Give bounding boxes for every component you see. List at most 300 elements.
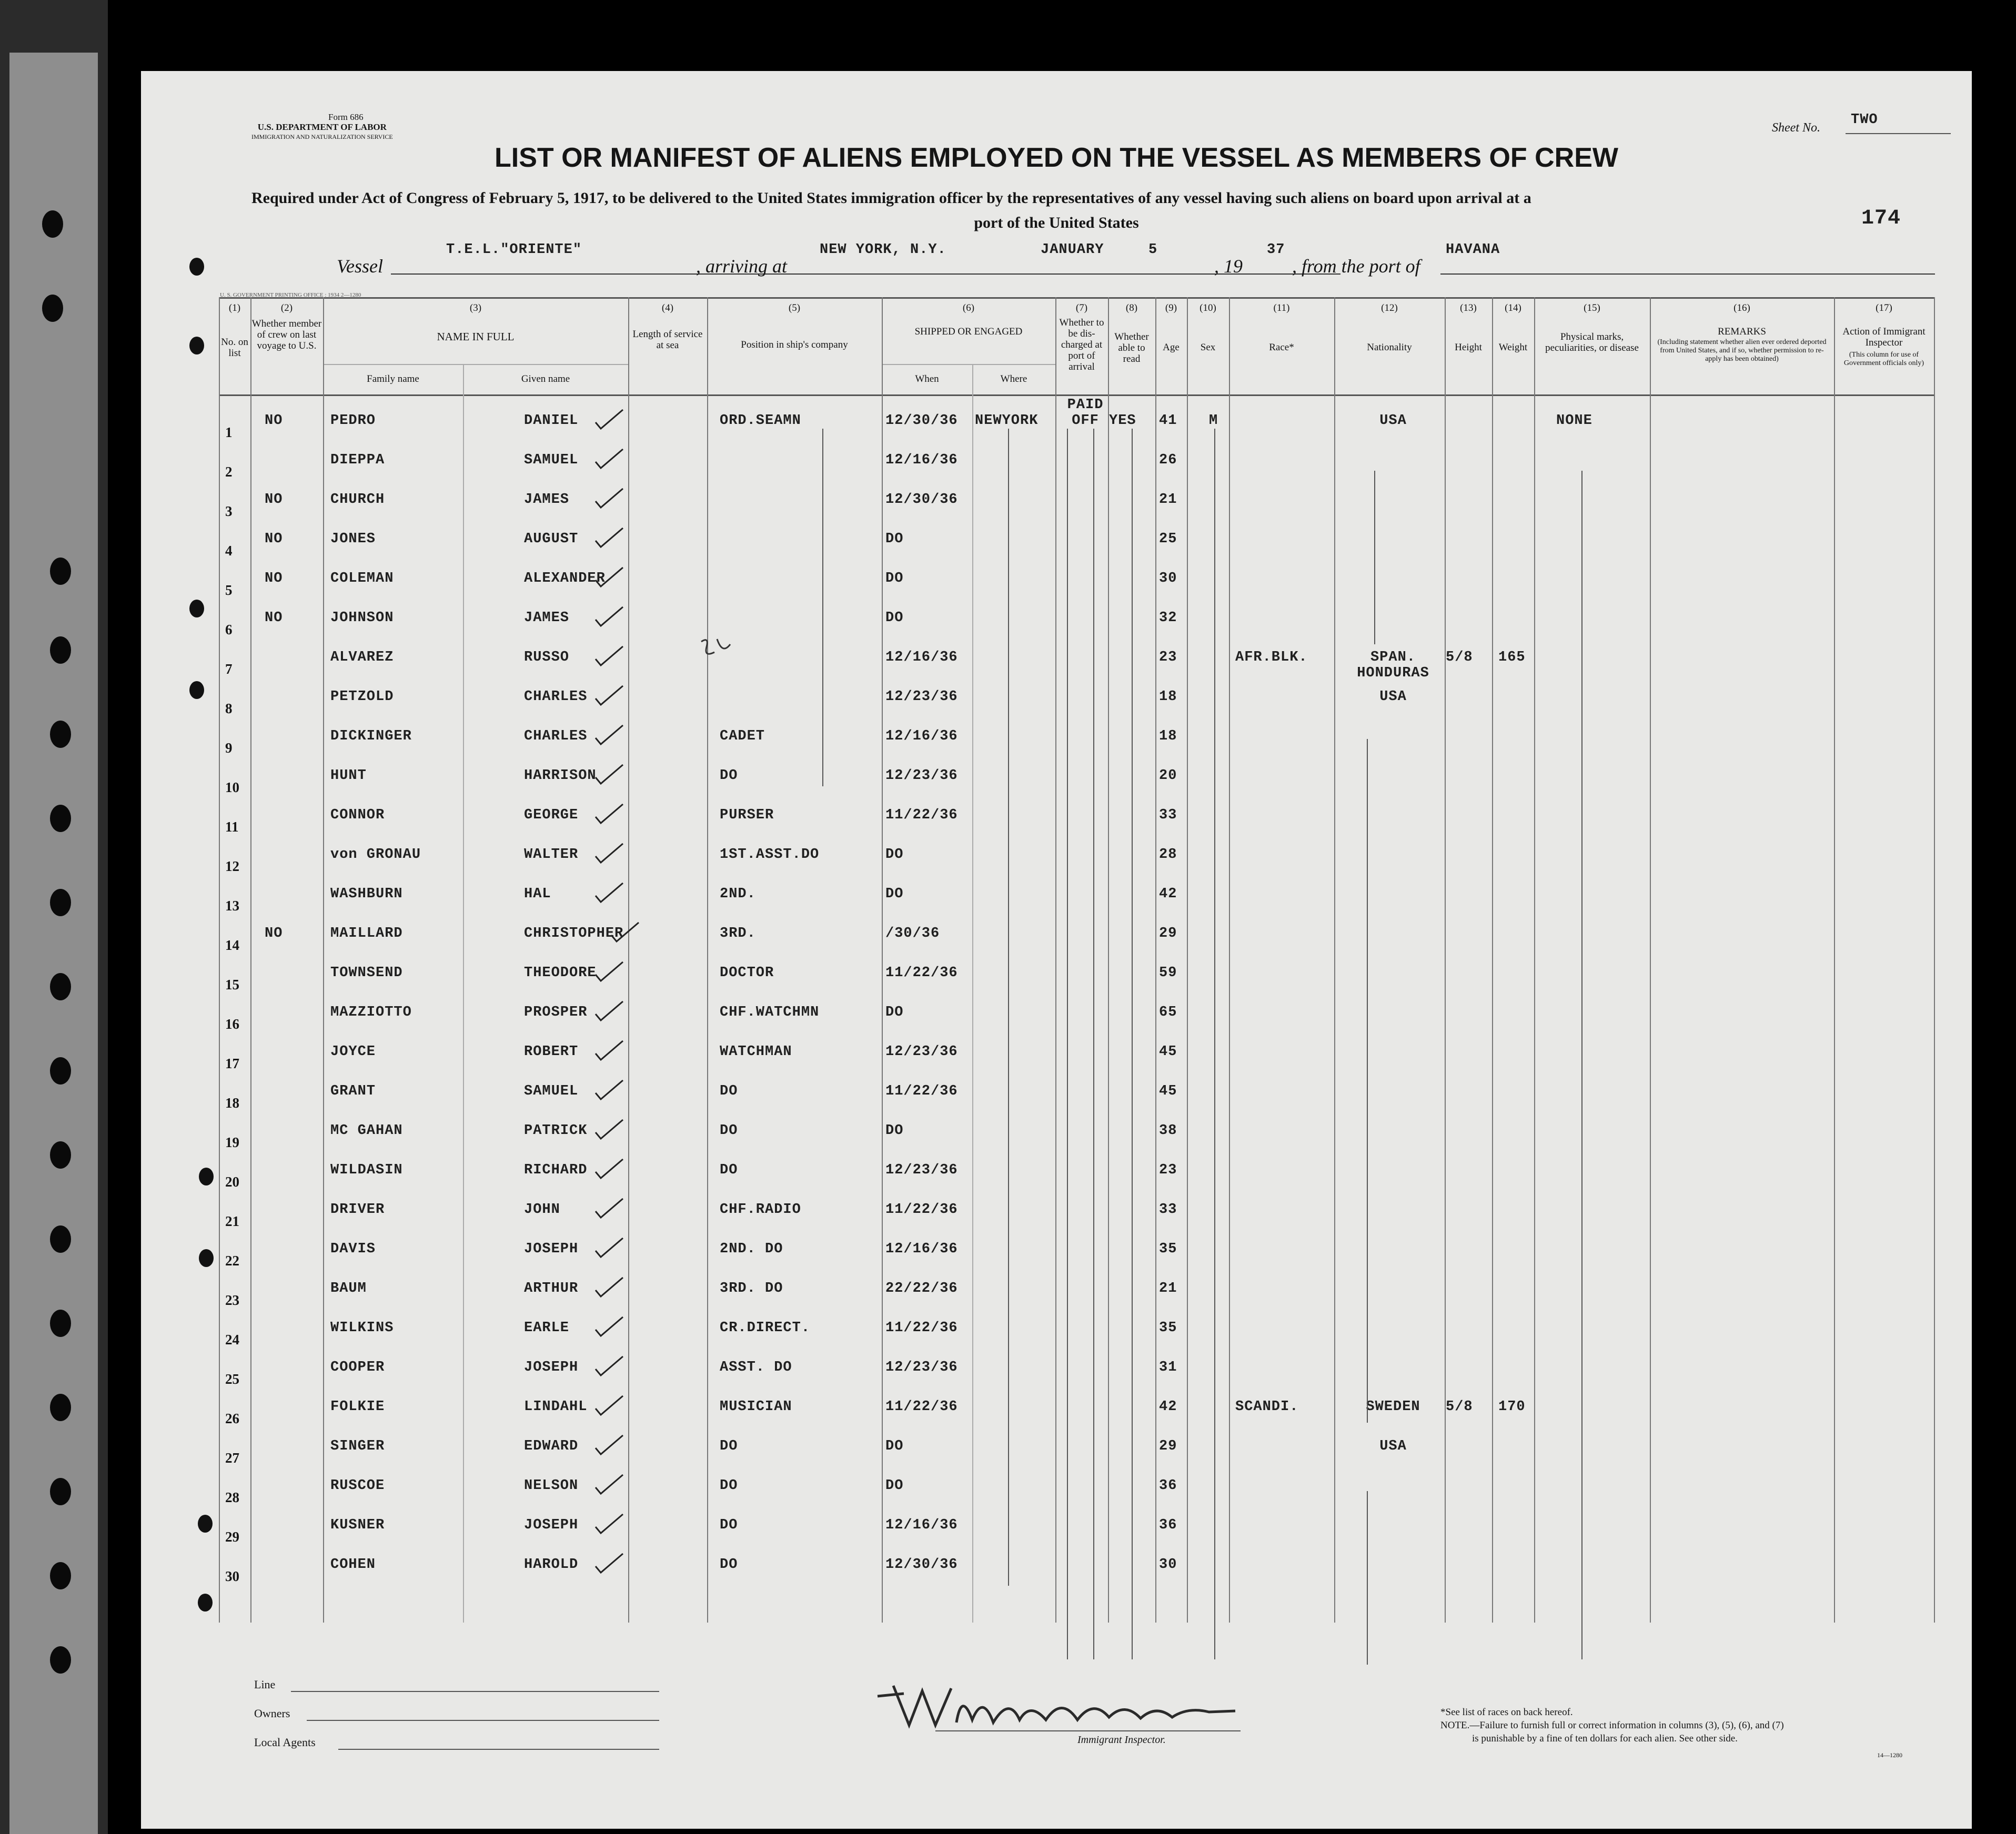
position-cell: DO — [720, 1083, 738, 1099]
member-last-voyage-cell: NO — [265, 610, 283, 626]
age-cell: 21 — [1159, 492, 1177, 508]
given-name-cell: ALEXANDER — [524, 571, 606, 586]
shipped-when-cell: DO — [885, 1438, 904, 1454]
position-cell: ASST. DO — [720, 1360, 792, 1375]
header-remarks-note: (Including statement whether alien ever ordered deported from United States, and if so, whether permission to re-apply has been obtained) — [1657, 338, 1827, 363]
given-name-cell: RUSSO — [524, 650, 570, 665]
nationality-cell: SWEDEN — [1366, 1399, 1420, 1415]
header-action: Action of Immigrant Inspector — [1842, 326, 1926, 348]
position-cell: 2ND. DO — [720, 1241, 783, 1257]
ditto-line — [1214, 429, 1215, 1659]
ditto-line — [1008, 429, 1009, 1586]
col-number: (12) — [1381, 302, 1398, 313]
note-races: *See list of races on back hereof. — [1440, 1707, 1573, 1718]
position-cell: 1ST.ASST.DO — [720, 847, 820, 863]
shipped-when-cell: 12/23/36 — [885, 1162, 958, 1178]
family-name-cell: DAVIS — [330, 1241, 376, 1257]
ditto-line — [1067, 429, 1068, 1659]
row-number: 21 — [225, 1213, 239, 1229]
col-rule — [1492, 297, 1493, 1623]
row-number: 25 — [225, 1371, 239, 1387]
nationality-cell: SPAN. HONDURAS — [1357, 650, 1429, 681]
row-number: 3 — [225, 503, 233, 519]
col-number: (9) — [1165, 302, 1177, 313]
arriving-label: , arriving at — [696, 256, 788, 277]
department-label: U.S. DEPARTMENT OF LABOR — [257, 122, 387, 132]
age-cell: 41 — [1159, 413, 1177, 429]
given-name-cell: RICHARD — [524, 1162, 588, 1178]
check-mark-icon — [593, 487, 624, 510]
given-name-cell: SAMUEL — [524, 1083, 579, 1099]
age-cell: 29 — [1159, 926, 1177, 941]
header-bottom-rule — [219, 394, 1934, 396]
header-family-name: Family name — [367, 373, 419, 384]
check-mark-icon — [593, 1552, 624, 1575]
header-no-on-list: No. on list — [221, 337, 248, 359]
given-name-cell: GEORGE — [524, 807, 579, 823]
sheet-hole — [198, 1515, 213, 1533]
sheet-hole — [199, 1168, 214, 1185]
check-mark-icon — [593, 644, 624, 667]
header-given-name: Given name — [521, 373, 570, 384]
age-cell: 33 — [1159, 807, 1177, 823]
ditto-line — [1367, 739, 1368, 1423]
vessel-label: Vessel — [337, 256, 383, 277]
row-number: 20 — [225, 1174, 239, 1190]
age-cell: 30 — [1159, 1557, 1177, 1573]
header-length-service: Length of service at sea — [632, 329, 703, 351]
col-rule — [1934, 297, 1935, 1623]
punch-hole — [50, 1562, 71, 1589]
given-name-cell: EDWARD — [524, 1438, 579, 1454]
col-rule — [1445, 297, 1446, 1623]
age-cell: 30 — [1159, 571, 1177, 586]
header-race: Race* — [1269, 342, 1294, 353]
row-number: 6 — [225, 622, 233, 637]
given-name-cell: HAROLD — [524, 1557, 579, 1573]
position-cell: DO — [720, 1438, 738, 1454]
col-rule — [1650, 297, 1651, 1623]
col-number: (8) — [1125, 302, 1138, 313]
given-name-cell: HARRISON — [524, 768, 597, 784]
col-number: (11) — [1273, 302, 1290, 313]
col-number: (16) — [1733, 302, 1750, 313]
member-last-voyage-cell: NO — [265, 413, 283, 429]
col-number: (7) — [1075, 302, 1088, 313]
manifest-sheet — [141, 71, 1972, 1829]
age-cell: 23 — [1159, 650, 1177, 665]
agents-rule — [338, 1749, 659, 1750]
header-remarks: REMARKS — [1718, 326, 1766, 337]
shipped-when-cell: 12/30/36 — [885, 492, 958, 508]
header-discharged: Whether to be dis-charged at port of arrival — [1059, 317, 1104, 372]
owners-label: Owners — [254, 1707, 290, 1720]
check-mark-icon — [593, 881, 624, 904]
note-line-2: is punishable by a fine of ten dollars for each alien. See other side. — [1472, 1733, 1738, 1744]
position-cell: PURSER — [720, 807, 774, 823]
punch-hole — [50, 721, 71, 748]
row-number: 27 — [225, 1450, 239, 1466]
inspector-signature — [872, 1675, 1251, 1738]
shipped-when-cell: 11/22/36 — [885, 1399, 958, 1415]
header-physical: Physical marks, peculiarities, or disease — [1545, 331, 1639, 353]
ditto-line — [1374, 471, 1375, 644]
age-cell: 59 — [1159, 965, 1177, 981]
row-number: 9 — [225, 740, 233, 756]
given-name-cell: JOSEPH — [524, 1241, 579, 1257]
family-name-cell: RUSCOE — [330, 1478, 385, 1494]
family-name-cell: JOYCE — [330, 1044, 376, 1060]
page-number: 174 — [1861, 207, 1901, 230]
check-mark-icon — [593, 1118, 624, 1141]
check-mark-icon — [593, 1512, 624, 1535]
header-action-note: (This column for use of Government officials only) — [1843, 351, 1924, 367]
age-cell: 36 — [1159, 1478, 1177, 1494]
check-mark-icon — [593, 1315, 624, 1338]
ditto-line — [822, 429, 823, 786]
shipped-when-cell: 12/23/36 — [885, 689, 958, 705]
col-rule — [1108, 297, 1109, 1623]
shipped-when-cell: 12/16/36 — [885, 1241, 958, 1257]
handwritten-note — [699, 634, 735, 671]
shipped-when-cell: DO — [885, 1478, 904, 1494]
shipped-when-cell: 12/30/36 — [885, 1557, 958, 1573]
punch-hole — [50, 558, 71, 585]
position-cell: DO — [720, 1557, 738, 1573]
header-where: Where — [1000, 373, 1027, 384]
given-name-cell: CHRISTOPHER — [524, 926, 624, 941]
family-name-cell: WILDASIN — [330, 1162, 403, 1178]
ditto-line — [1581, 471, 1582, 1659]
col-rule — [1055, 297, 1056, 1623]
position-cell: ORD.SEAMN — [720, 413, 801, 429]
nationality-cell: USA — [1379, 413, 1407, 429]
sheet-hole — [189, 600, 204, 617]
weight-cell: 165 — [1498, 650, 1526, 665]
family-name-cell: KUSNER — [330, 1517, 385, 1533]
family-name-cell: TOWNSEND — [330, 965, 403, 981]
header-member-last-voyage: Whether member of crew on last voyage to U.S. — [251, 318, 322, 351]
form-number: Form 686 — [328, 112, 364, 122]
col-rule — [882, 297, 883, 1623]
family-name-cell: MAILLARD — [330, 926, 403, 941]
shipped-when-cell: 12/16/36 — [885, 650, 958, 665]
able-to-read-cell: YES — [1109, 413, 1136, 429]
col-number: (2) — [280, 302, 293, 313]
shipped-where-cell: NEWYORK — [975, 413, 1039, 429]
given-name-cell: SAMUEL — [524, 452, 579, 468]
check-mark-icon — [593, 842, 624, 865]
col-rule — [972, 364, 973, 1623]
ditto-line — [1132, 429, 1133, 1659]
header-shipped: SHIPPED OR ENGAGED — [914, 326, 1023, 337]
header-position: Position in ship's company — [741, 339, 848, 350]
member-last-voyage-cell: NO — [265, 926, 283, 941]
shipped-when-cell: 11/22/36 — [885, 1320, 958, 1336]
family-name-cell: DICKINGER — [330, 728, 412, 744]
table-top-rule — [219, 297, 1934, 299]
given-name-cell: EARLE — [524, 1320, 570, 1336]
col-rule — [250, 297, 251, 1623]
col-rule — [1534, 297, 1535, 1623]
col-rule — [1334, 297, 1335, 1623]
col-rule — [463, 364, 464, 1623]
punch-hole — [50, 1225, 71, 1253]
age-cell: 20 — [1159, 768, 1177, 784]
col-number: (4) — [661, 302, 674, 313]
shipped-when-cell: 12/16/36 — [885, 452, 958, 468]
form-header — [251, 112, 393, 142]
date-rule — [1014, 273, 1340, 275]
ditto-line — [1367, 1491, 1368, 1665]
family-name-cell: CONNOR — [330, 807, 385, 823]
family-name-cell: ALVAREZ — [330, 650, 394, 665]
col-number: (15) — [1584, 302, 1600, 313]
inspector-rule — [935, 1730, 1241, 1731]
nationality-cell: USA — [1379, 689, 1407, 705]
row-number: 24 — [225, 1332, 239, 1347]
row-number: 17 — [225, 1056, 239, 1071]
given-name-cell: THEODORE — [524, 965, 597, 981]
check-mark-icon — [609, 920, 640, 944]
position-cell: DO — [720, 1478, 738, 1494]
arrival-day: 5 — [1148, 242, 1158, 258]
punch-hole — [50, 1141, 71, 1169]
row-number: 18 — [225, 1095, 239, 1111]
punch-hole — [50, 805, 71, 832]
row-number: 16 — [225, 1016, 239, 1032]
row-number: 13 — [225, 898, 239, 914]
shipped-when-cell: DO — [885, 1123, 904, 1139]
shipped-when-cell: 11/22/36 — [885, 807, 958, 823]
check-mark-icon — [593, 1078, 624, 1101]
check-mark-icon — [593, 1157, 624, 1180]
row-number: 23 — [225, 1292, 239, 1308]
family-name-cell: MC GAHAN — [330, 1123, 403, 1139]
shipped-when-cell: 11/22/36 — [885, 1202, 958, 1218]
position-cell: 3RD. — [720, 926, 756, 941]
age-cell: 42 — [1159, 886, 1177, 902]
given-name-cell: LINDAHL — [524, 1399, 588, 1415]
member-last-voyage-cell: NO — [265, 492, 283, 508]
given-name-cell: JAMES — [524, 610, 570, 626]
family-name-cell: FOLKIE — [330, 1399, 385, 1415]
header-sex: Sex — [1200, 342, 1216, 353]
position-cell: WATCHMAN — [720, 1044, 792, 1060]
row-number: 22 — [225, 1253, 239, 1269]
given-name-cell: ROBERT — [524, 1044, 579, 1060]
shipped-when-cell: 11/22/36 — [885, 965, 958, 981]
sheet-hole — [199, 1249, 214, 1267]
family-name-cell: HUNT — [330, 768, 367, 784]
member-last-voyage-cell: NO — [265, 571, 283, 586]
position-cell: CR.DIRECT. — [720, 1320, 811, 1336]
given-name-cell: NELSON — [524, 1478, 579, 1494]
header-nationality: Nationality — [1367, 342, 1412, 353]
position-cell: DO — [720, 1517, 738, 1533]
col-number: (5) — [788, 302, 801, 313]
position-cell: CHF.RADIO — [720, 1202, 801, 1218]
inspector-label: Immigrant Inspector. — [1077, 1734, 1166, 1746]
check-mark-icon — [593, 1354, 624, 1377]
given-name-cell: CHARLES — [524, 728, 588, 744]
check-mark-icon — [593, 1473, 624, 1496]
shipped-when-cell: 22/22/36 — [885, 1281, 958, 1296]
punch-hole — [42, 210, 63, 238]
row-number: 11 — [225, 819, 239, 835]
discharge-cell: PAID OFF — [1067, 397, 1104, 429]
sex-cell: M — [1209, 413, 1218, 429]
row-number: 15 — [225, 977, 239, 992]
row-number: 28 — [225, 1490, 239, 1505]
shipped-sub-rule — [882, 364, 1055, 365]
sheet-hole — [189, 681, 204, 699]
family-name-cell: COHEN — [330, 1557, 376, 1573]
race-cell: SCANDI. — [1235, 1399, 1299, 1415]
check-mark-icon — [593, 1394, 624, 1417]
given-name-cell: HAL — [524, 886, 551, 902]
family-name-cell: PETZOLD — [330, 689, 394, 705]
given-name-cell: JOSEPH — [524, 1360, 579, 1375]
row-number: 26 — [225, 1411, 239, 1426]
age-cell: 35 — [1159, 1241, 1177, 1257]
line-rule — [291, 1691, 659, 1692]
position-cell: DOCTOR — [720, 965, 774, 981]
row-number: 14 — [225, 937, 239, 953]
col-rule — [1187, 297, 1188, 1623]
position-cell: DO — [720, 1162, 738, 1178]
check-mark-icon — [593, 723, 624, 746]
printing-office: U. S. GOVERNMENT PRINTING OFFICE : 1934 2—1280 — [220, 292, 361, 298]
col-rule — [323, 297, 324, 1623]
age-cell: 25 — [1159, 531, 1177, 547]
arrival-port: NEW YORK, N.Y. — [820, 242, 946, 258]
sheet-hole — [189, 258, 204, 276]
given-name-cell: JOSEPH — [524, 1517, 579, 1533]
punch-hole — [50, 1646, 71, 1674]
check-mark-icon — [593, 408, 624, 431]
header-height: Height — [1455, 342, 1482, 353]
height-cell: 5/8 — [1446, 1399, 1473, 1415]
shipped-when-cell: /30/36 — [885, 926, 940, 941]
shipped-when-cell: DO — [885, 571, 904, 586]
header-weight: Weight — [1498, 342, 1528, 353]
age-cell: 23 — [1159, 1162, 1177, 1178]
shipped-when-cell: 12/23/36 — [885, 768, 958, 784]
form-code: 14—1280 — [1877, 1751, 1902, 1759]
punch-hole — [50, 889, 71, 916]
age-cell: 18 — [1159, 689, 1177, 705]
sheet-number-rule — [1846, 133, 1951, 134]
family-name-cell: COLEMAN — [330, 571, 394, 586]
col-rule — [1155, 297, 1156, 1623]
check-mark-icon — [593, 1236, 624, 1259]
family-name-cell: von GRONAU — [330, 847, 421, 863]
weight-cell: 170 — [1498, 1399, 1526, 1415]
family-name-cell: JOHNSON — [330, 610, 394, 626]
family-name-cell: BAUM — [330, 1281, 367, 1296]
punch-hole — [50, 973, 71, 1000]
row-number: 19 — [225, 1134, 239, 1150]
from-port: HAVANA — [1446, 242, 1500, 258]
age-cell: 18 — [1159, 728, 1177, 744]
col-rule — [707, 297, 708, 1623]
sheet-number: TWO — [1851, 112, 1878, 128]
col-number: (10) — [1199, 302, 1216, 313]
col-rule — [1834, 297, 1835, 1623]
binder-edge — [0, 0, 108, 1834]
shipped-when-cell: DO — [885, 1005, 904, 1020]
check-mark-icon — [593, 605, 624, 628]
age-cell: 21 — [1159, 1281, 1177, 1296]
punch-hole — [42, 295, 63, 322]
age-cell: 38 — [1159, 1123, 1177, 1139]
shipped-when-cell: DO — [885, 886, 904, 902]
col-rule — [1229, 297, 1230, 1623]
age-cell: 36 — [1159, 1517, 1177, 1533]
given-name-cell: DANIEL — [524, 413, 579, 429]
header-when: When — [915, 373, 939, 384]
header-age: Age — [1163, 342, 1180, 353]
nationality-cell: USA — [1379, 1438, 1407, 1454]
col-number: (17) — [1876, 302, 1892, 313]
age-cell: 32 — [1159, 610, 1177, 626]
row-number: 12 — [225, 858, 239, 874]
row-number: 1 — [225, 424, 233, 440]
family-name-cell: CHURCH — [330, 492, 385, 508]
row-number: 2 — [225, 464, 233, 480]
arrival-year: 37 — [1267, 242, 1285, 258]
age-cell: 45 — [1159, 1083, 1177, 1099]
owners-rule — [307, 1720, 659, 1721]
col-number: (1) — [228, 302, 241, 313]
col-rule — [219, 297, 220, 1623]
height-cell: 5/8 — [1446, 650, 1473, 665]
shipped-when-cell: 12/30/36 — [885, 413, 958, 429]
given-name-cell: JOHN — [524, 1202, 560, 1218]
col-number: (13) — [1460, 302, 1477, 313]
age-cell: 45 — [1159, 1044, 1177, 1060]
row-number: 29 — [225, 1529, 239, 1545]
sheet-hole — [189, 337, 204, 354]
check-mark-icon — [593, 1039, 624, 1062]
name-sub-rule — [323, 364, 628, 365]
agents-label: Local Agents — [254, 1736, 316, 1749]
check-mark-icon — [593, 526, 624, 549]
shipped-when-cell: DO — [885, 610, 904, 626]
member-last-voyage-cell: NO — [265, 531, 283, 547]
family-name-cell: MAZZIOTTO — [330, 1005, 412, 1020]
punch-hole — [50, 1057, 71, 1085]
family-name-cell: PEDRO — [330, 413, 376, 429]
col-number: (6) — [962, 302, 975, 313]
header-name-in-full: NAME IN FULL — [437, 330, 515, 343]
position-cell: MUSICIAN — [720, 1399, 792, 1415]
shipped-when-cell: 12/23/36 — [885, 1360, 958, 1375]
subtitle-line-1: Required under Act of Congress of February 5, 1917, to be delivered to the United States immigration officer by the representatives of any vessel having such aliens on board upon arrival at a — [251, 189, 1531, 207]
position-cell: CADET — [720, 728, 765, 744]
year-prefix: , 19 — [1214, 256, 1243, 277]
age-cell: 26 — [1159, 452, 1177, 468]
punch-hole — [50, 1394, 71, 1421]
age-cell: 29 — [1159, 1438, 1177, 1454]
check-mark-icon — [593, 802, 624, 825]
col-rule — [628, 297, 629, 1623]
age-cell: 28 — [1159, 847, 1177, 863]
shipped-when-cell: DO — [885, 531, 904, 547]
position-cell: 2ND. — [720, 886, 756, 902]
race-cell: AFR.BLK. — [1235, 650, 1308, 665]
